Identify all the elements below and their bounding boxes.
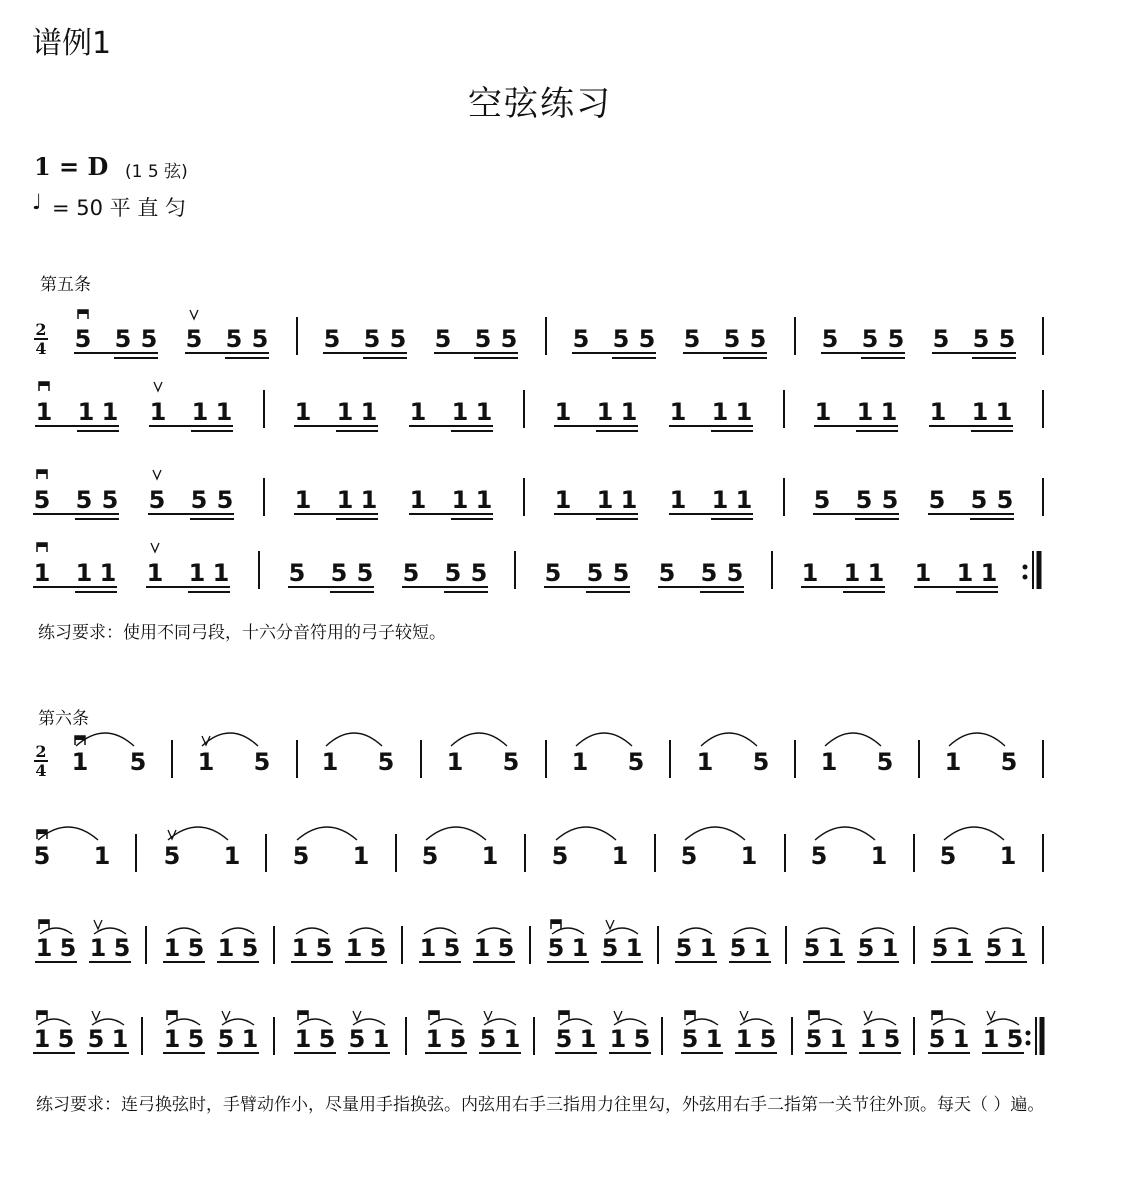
note-digit: 1 [859, 1025, 877, 1053]
note-digit: 5 [601, 934, 619, 962]
note-digit: 5 [225, 325, 243, 353]
note-digit: 5 [129, 748, 147, 776]
up-bow-icon [353, 1011, 361, 1020]
note-digit: 1 [843, 559, 861, 587]
note-digit: 1 [294, 1025, 312, 1053]
note-digit: 5 [612, 325, 630, 353]
repeat-dot [1026, 1041, 1031, 1046]
note-digit: 1 [360, 486, 378, 514]
note-digit: 5 [323, 325, 341, 353]
up-bow-icon [987, 1011, 995, 1020]
note-digit: 1 [111, 1025, 129, 1053]
note-digit: 5 [87, 1025, 105, 1053]
note-digit: 1 [89, 934, 107, 962]
note-digit: 1 [929, 398, 947, 426]
note-digit: 5 [939, 842, 957, 870]
note-digit: 1 [571, 748, 589, 776]
slur [168, 827, 228, 840]
note-digit: 5 [101, 486, 119, 514]
note-digit: 1 [609, 1025, 627, 1053]
slur [451, 733, 507, 746]
note-digit: 5 [500, 325, 518, 353]
note-digit: 5 [377, 748, 395, 776]
note-digit: 1 [163, 1025, 181, 1053]
note-digit: 5 [74, 325, 92, 353]
note-digit: 1 [814, 398, 832, 426]
note-digit: 1 [419, 934, 437, 962]
note-digit: 5 [996, 486, 1014, 514]
note-digit: 1 [867, 559, 885, 587]
note-digit: 1 [191, 398, 209, 426]
note-digit: 5 [241, 934, 259, 962]
note-digit: 5 [726, 559, 744, 587]
note-digit: 5 [547, 934, 565, 962]
key-signature: 1 = D [34, 152, 109, 181]
slur [949, 733, 1005, 746]
note-digit: 1 [294, 486, 312, 514]
note-digit: 5 [369, 934, 387, 962]
note-digit: 1 [820, 748, 838, 776]
note-digit: 1 [801, 559, 819, 587]
note-digit: 5 [729, 934, 747, 962]
section6-time-signature: 2 4 [35, 742, 47, 780]
section6-title: 第六条 [38, 709, 89, 729]
slur [825, 733, 881, 746]
note-digit: 1 [451, 398, 469, 426]
note-digit: 5 [497, 934, 515, 962]
slur [426, 827, 486, 840]
string-note: (1 5 弦) [125, 162, 188, 182]
note-digit: 1 [212, 559, 230, 587]
note-digit: 1 [451, 486, 469, 514]
note-digit: 5 [356, 559, 374, 587]
note-digit: 5 [114, 325, 132, 353]
section5-time-signature: 2 4 [35, 320, 47, 358]
note-digit: 1 [620, 398, 638, 426]
down-bow-bar [298, 1011, 308, 1015]
example-label: 谱例1 [32, 26, 112, 61]
note-digit: 1 [995, 398, 1013, 426]
quarter-note-icon: ♩ [32, 190, 42, 214]
note-digit: 5 [861, 325, 879, 353]
note-digit: 1 [475, 398, 493, 426]
note-digit: 1 [425, 1025, 443, 1053]
note-digit: 1 [999, 842, 1017, 870]
note-digit: 5 [638, 325, 656, 353]
note-digit: 5 [876, 748, 894, 776]
note-digit: 1 [360, 398, 378, 426]
page-title: 空弦练习 [468, 84, 612, 124]
slur [815, 827, 875, 840]
note-digit: 5 [187, 1025, 205, 1053]
note-digit: 1 [99, 559, 117, 587]
section5-requirement: 练习要求：使用不同弓段，十六分音符用的弓子较短。 [38, 623, 446, 643]
note-digit: 5 [887, 325, 905, 353]
note-digit: 1 [705, 1025, 723, 1053]
note-digit: 5 [723, 325, 741, 353]
note-digit: 5 [474, 325, 492, 353]
note-digit: 1 [446, 748, 464, 776]
note-digit: 1 [579, 1025, 597, 1053]
note-digit: 5 [752, 748, 770, 776]
note-digit: 1 [146, 559, 164, 587]
note-digit: 1 [870, 842, 888, 870]
down-bow-bar [37, 543, 47, 547]
note-digit: 1 [735, 486, 753, 514]
note-digit: 5 [813, 486, 831, 514]
note-digit: 5 [421, 842, 439, 870]
note-digit: 5 [881, 486, 899, 514]
note-digit: 1 [223, 842, 241, 870]
note-digit: 5 [970, 486, 988, 514]
note-digit: 5 [33, 486, 51, 514]
down-bow-bar [167, 1011, 177, 1015]
note-digit: 1 [952, 1025, 970, 1053]
note-digit: 5 [443, 934, 461, 962]
note-digit: 1 [955, 934, 973, 962]
note-digit: 1 [740, 842, 758, 870]
note-digit: 1 [33, 559, 51, 587]
note-digit: 5 [363, 325, 381, 353]
up-bow-icon [606, 920, 614, 929]
note-digit: 5 [998, 325, 1016, 353]
note-digit: 1 [571, 934, 589, 962]
note-digit: 5 [402, 559, 420, 587]
note-digit: 1 [75, 559, 93, 587]
note-digit: 5 [1006, 1025, 1024, 1053]
repeat-dot [1026, 1031, 1031, 1036]
note-digit: 5 [190, 486, 208, 514]
note-digit: 5 [972, 325, 990, 353]
note-digit: 1 [352, 842, 370, 870]
note-digit: 5 [140, 325, 158, 353]
note-digit: 1 [944, 748, 962, 776]
note-digit: 5 [680, 842, 698, 870]
up-bow-icon [154, 382, 162, 391]
note-digit: 1 [197, 748, 215, 776]
note-digit: 1 [982, 1025, 1000, 1053]
note-digit: 5 [681, 1025, 699, 1053]
note-digit: 1 [473, 934, 491, 962]
note-digit: 1 [696, 748, 714, 776]
note-digit: 5 [75, 486, 93, 514]
note-digit: 1 [345, 934, 363, 962]
down-bow-bar [809, 1011, 819, 1015]
note-digit: 5 [57, 1025, 75, 1053]
note-digit: 1 [336, 398, 354, 426]
down-bow-bar [39, 382, 49, 386]
note-digit: 5 [216, 486, 234, 514]
note-digit: 1 [971, 398, 989, 426]
up-bow-icon [94, 920, 102, 929]
section6-requirement: 练习要求：连弓换弦时，手臂动作小，尽量用手指换弦。内弦用右手三指用力往里勾，外弦用右手二指第一关节往外顶。每天（ ）遍。 [36, 1095, 1045, 1115]
note-digit: 1 [735, 1025, 753, 1053]
note-digit: 5 [470, 559, 488, 587]
note-digit: 5 [288, 559, 306, 587]
repeat-dot [1023, 565, 1028, 570]
note-digit: 5 [931, 934, 949, 962]
note-digit: 1 [554, 398, 572, 426]
note-digit: 1 [35, 398, 53, 426]
slur [202, 733, 258, 746]
note-digit: 1 [669, 398, 687, 426]
note-digit: 5 [348, 1025, 366, 1053]
note-digit: 5 [253, 748, 271, 776]
slur [685, 827, 745, 840]
down-bow-bar [37, 830, 47, 834]
note-digit: 1 [217, 934, 235, 962]
note-digit: 5 [544, 559, 562, 587]
repeat-dot [1023, 575, 1028, 580]
up-bow-icon [153, 470, 161, 479]
note-digit: 5 [683, 325, 701, 353]
note-digit: 5 [502, 748, 520, 776]
note-digit: 1 [149, 398, 167, 426]
note-digit: 1 [669, 486, 687, 514]
note-digit: 5 [479, 1025, 497, 1053]
note-digit: 5 [627, 748, 645, 776]
note-digit: 1 [625, 934, 643, 962]
up-bow-icon [190, 310, 198, 319]
down-bow-bar [551, 920, 561, 924]
down-bow-bar [685, 1011, 695, 1015]
down-bow-bar [39, 920, 49, 924]
note-digit: 5 [805, 1025, 823, 1053]
note-digit: 1 [241, 1025, 259, 1053]
note-digit: 1 [596, 486, 614, 514]
note-digit: 1 [699, 934, 717, 962]
note-digit: 1 [215, 398, 233, 426]
note-digit: 1 [101, 398, 119, 426]
slur [556, 827, 616, 840]
tempo-marking: = 50 平 直 匀 [52, 196, 187, 220]
note-digit: 5 [821, 325, 839, 353]
note-digit: 5 [586, 559, 604, 587]
note-digit: 1 [827, 934, 845, 962]
note-digit: 1 [956, 559, 974, 587]
note-digit: 5 [749, 325, 767, 353]
note-digit: 5 [434, 325, 452, 353]
up-bow-icon [614, 1011, 622, 1020]
note-digit: 5 [555, 1025, 573, 1053]
slur [297, 827, 357, 840]
note-digit: 5 [185, 325, 203, 353]
note-digit: 1 [881, 934, 899, 962]
note-digit: 5 [857, 934, 875, 962]
note-digit: 1 [336, 486, 354, 514]
note-digit: 1 [294, 398, 312, 426]
note-digit: 5 [449, 1025, 467, 1053]
note-digit: 5 [633, 1025, 651, 1053]
note-digit: 1 [77, 398, 95, 426]
note-digit: 5 [330, 559, 348, 587]
up-bow-icon [222, 1011, 230, 1020]
slur [326, 733, 382, 746]
note-digit: 5 [932, 325, 950, 353]
slur [701, 733, 757, 746]
note-digit: 1 [71, 748, 89, 776]
note-digit: 5 [187, 934, 205, 962]
note-digit: 5 [985, 934, 1003, 962]
note-digit: 5 [658, 559, 676, 587]
note-digit: 1 [856, 398, 874, 426]
note-digit: 5 [928, 1025, 946, 1053]
note-digit: 5 [444, 559, 462, 587]
down-bow-bar [75, 736, 85, 740]
note-digit: 5 [803, 934, 821, 962]
note-digit: 1 [880, 398, 898, 426]
up-bow-icon [151, 543, 159, 552]
note-digit: 5 [389, 325, 407, 353]
note-digit: 1 [481, 842, 499, 870]
note-digit: 5 [855, 486, 873, 514]
note-digit: 1 [291, 934, 309, 962]
note-digit: 1 [611, 842, 629, 870]
note-digit: 1 [409, 398, 427, 426]
note-digit: 5 [148, 486, 166, 514]
note-digit: 1 [711, 486, 729, 514]
note-digit: 5 [928, 486, 946, 514]
note-digit: 1 [829, 1025, 847, 1053]
note-digit: 1 [372, 1025, 390, 1053]
note-digit: 1 [188, 559, 206, 587]
note-digit: 1 [596, 398, 614, 426]
note-digit: 5 [251, 325, 269, 353]
note-digit: 5 [318, 1025, 336, 1053]
note-digit: 1 [753, 934, 771, 962]
note-digit: 5 [700, 559, 718, 587]
note-digit: 1 [93, 842, 111, 870]
note-digit: 1 [1009, 934, 1027, 962]
note-digit: 5 [217, 1025, 235, 1053]
slur [576, 733, 632, 746]
note-digit: 5 [59, 934, 77, 962]
section5-title: 第五条 [40, 275, 91, 295]
note-digit: 1 [735, 398, 753, 426]
note-digit: 1 [321, 748, 339, 776]
note-digit: 1 [33, 1025, 51, 1053]
note-digit: 1 [409, 486, 427, 514]
note-digit: 1 [620, 486, 638, 514]
note-digit: 5 [292, 842, 310, 870]
note-digit: 1 [503, 1025, 521, 1053]
note-digit: 5 [759, 1025, 777, 1053]
up-bow-icon [740, 1011, 748, 1020]
slur [944, 827, 1004, 840]
note-digit: 5 [572, 325, 590, 353]
note-digit: 1 [980, 559, 998, 587]
note-digit: 5 [113, 934, 131, 962]
note-digit: 1 [35, 934, 53, 962]
note-digit: 5 [883, 1025, 901, 1053]
note-digit: 5 [315, 934, 333, 962]
note-digit: 5 [551, 842, 569, 870]
note-digit: 5 [675, 934, 693, 962]
note-digit: 5 [163, 842, 181, 870]
down-bow-bar [78, 310, 88, 314]
down-bow-bar [429, 1011, 439, 1015]
note-digit: 5 [612, 559, 630, 587]
note-digit: 5 [1000, 748, 1018, 776]
up-bow-icon [864, 1011, 872, 1020]
note-digit: 5 [810, 842, 828, 870]
note-digit: 1 [711, 398, 729, 426]
note-digit: 1 [475, 486, 493, 514]
down-bow-bar [932, 1011, 942, 1015]
down-bow-bar [37, 1011, 47, 1015]
up-bow-icon [92, 1011, 100, 1020]
note-digit: 5 [33, 842, 51, 870]
up-bow-icon [484, 1011, 492, 1020]
down-bow-bar [37, 470, 47, 474]
down-bow-bar [559, 1011, 569, 1015]
note-digit: 1 [914, 559, 932, 587]
note-digit: 1 [554, 486, 572, 514]
note-digit: 1 [163, 934, 181, 962]
